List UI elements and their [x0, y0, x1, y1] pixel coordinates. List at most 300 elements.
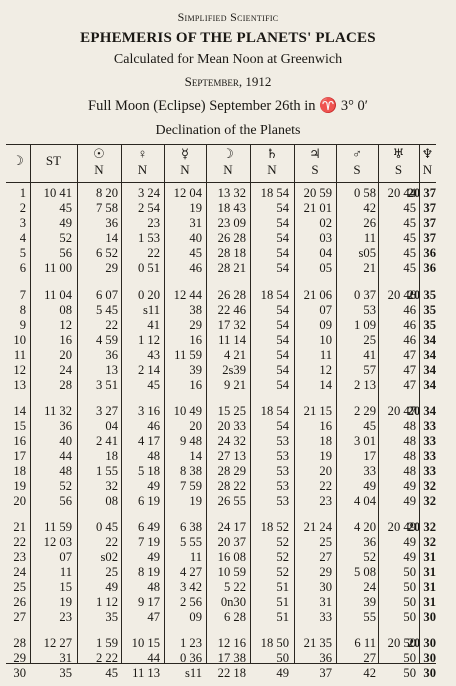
table-row	[6, 231, 436, 246]
value-cell: 41	[147, 318, 160, 332]
value-cell: 48	[403, 449, 416, 463]
column-header-symbol: ☽	[12, 153, 24, 168]
value-cell: 48	[147, 580, 160, 594]
column-header-symbol: ♄	[266, 146, 278, 161]
value-cell: 11	[363, 231, 376, 245]
value-cell: 52	[276, 535, 289, 549]
day-cell: 23	[13, 550, 26, 564]
value-cell: 47	[147, 610, 160, 624]
column-header-direction: S	[311, 162, 319, 177]
table-row	[6, 565, 436, 580]
value-cell: 20 32	[407, 520, 436, 534]
value-cell: 40	[189, 231, 202, 245]
table-row	[6, 404, 436, 419]
value-cell: 45	[363, 419, 376, 433]
day-cell: 9	[19, 318, 26, 332]
column-header-symbol: ST	[45, 153, 62, 168]
value-cell: 36	[319, 651, 332, 665]
value-cell: 17	[363, 449, 376, 463]
value-cell: 12 44	[173, 288, 202, 302]
value-cell: 12 03	[43, 535, 72, 549]
value-cell: 36	[59, 419, 72, 433]
value-cell: 30	[319, 580, 332, 594]
value-cell: 36	[423, 246, 436, 260]
value-cell: 50	[403, 666, 416, 680]
value-cell: 20 49	[387, 520, 416, 534]
value-cell: 56	[59, 494, 72, 508]
table-row	[6, 636, 436, 651]
value-cell: 20 37	[217, 535, 246, 549]
value-cell: 5 45	[95, 303, 118, 317]
value-cell: 54	[276, 216, 289, 230]
value-cell: 3 42	[179, 580, 202, 594]
value-cell: 35	[105, 610, 118, 624]
value-cell: 29	[189, 318, 202, 332]
day-cell: 5	[19, 246, 26, 260]
value-cell: 7 19	[137, 535, 160, 549]
value-cell: 20	[319, 464, 332, 478]
day-cell: 17	[13, 449, 26, 463]
value-cell: 24 32	[217, 434, 246, 448]
value-cell: 0n30	[220, 595, 246, 609]
value-cell: 18 43	[217, 201, 246, 215]
value-cell: 51	[276, 580, 289, 594]
value-cell: 19	[319, 449, 332, 463]
value-cell: 6 52	[95, 246, 118, 260]
day-cell: 29	[13, 651, 26, 665]
value-cell: 18 50	[260, 636, 289, 650]
day-cell: 1	[19, 186, 26, 200]
value-cell: 54	[276, 378, 289, 392]
value-cell: 1 23	[179, 636, 202, 650]
value-cell: 18 52	[260, 520, 289, 534]
value-cell: 24	[363, 580, 376, 594]
value-cell: 22 46	[217, 303, 246, 317]
publisher-title: Simplified Scientific	[177, 10, 279, 24]
day-cell: 19	[13, 479, 26, 493]
value-cell: 28 29	[217, 464, 246, 478]
value-cell: 50	[403, 595, 416, 609]
value-cell: 09	[319, 318, 332, 332]
value-cell: 1 09	[353, 318, 376, 332]
value-cell: 11 59	[44, 520, 72, 534]
value-cell: 26 28	[217, 231, 246, 245]
value-cell: 05	[319, 261, 332, 275]
value-cell: 45	[403, 216, 416, 230]
column-header-symbol: ♆	[421, 146, 434, 161]
day-cell: 16	[13, 434, 26, 448]
value-cell: 21 35	[303, 636, 332, 650]
value-cell: 54	[276, 303, 289, 317]
value-cell: 7 58	[95, 201, 118, 215]
table-row	[6, 449, 436, 464]
value-cell: 53	[363, 303, 376, 317]
day-cell: 13	[13, 378, 26, 392]
day-cell: 30	[13, 666, 26, 680]
value-cell: 4 27	[179, 565, 202, 579]
value-cell: 1 12	[137, 333, 160, 347]
column-header-direction: N	[180, 162, 190, 177]
value-cell: 6 07	[95, 288, 118, 302]
value-cell: 35	[423, 303, 436, 317]
value-cell: 44	[147, 651, 160, 665]
value-cell: 3 51	[95, 378, 118, 392]
value-cell: 20 47	[387, 404, 416, 418]
day-cell: 8	[19, 303, 26, 317]
value-cell: 49	[147, 550, 160, 564]
value-cell: 2s39	[222, 363, 246, 377]
table-row	[6, 288, 436, 303]
value-cell: 0 45	[95, 520, 118, 534]
table-row	[6, 520, 436, 535]
value-cell: 3 24	[137, 186, 160, 200]
value-cell: 46	[403, 333, 416, 347]
value-cell: 15	[59, 580, 72, 594]
value-cell: 33	[423, 419, 436, 433]
value-cell: 14	[105, 231, 118, 245]
value-cell: 6 28	[223, 610, 246, 624]
value-cell: 47	[403, 348, 416, 362]
value-cell: 28 22	[217, 479, 246, 493]
value-cell: 16	[189, 378, 202, 392]
value-cell: 35	[59, 666, 72, 680]
value-cell: s11	[142, 303, 160, 317]
value-cell: 10 15	[131, 636, 160, 650]
value-cell: 12 16	[217, 636, 246, 650]
value-cell: 11 14	[218, 333, 246, 347]
value-cell: 46	[403, 318, 416, 332]
value-cell: 37	[423, 216, 436, 230]
value-cell: 10 59	[217, 565, 246, 579]
day-cell: 4	[19, 231, 26, 245]
day-cell: 24	[13, 565, 26, 579]
value-cell: 54	[276, 348, 289, 362]
table-row	[6, 333, 436, 348]
value-cell: 1 55	[95, 464, 118, 478]
value-cell: 48	[403, 419, 416, 433]
value-cell: 51	[276, 610, 289, 624]
value-cell: 21 24	[303, 520, 332, 534]
value-cell: 22 18	[217, 666, 246, 680]
value-cell: 4 17	[137, 434, 160, 448]
table-row	[6, 535, 436, 550]
value-cell: 53	[276, 434, 289, 448]
value-cell: 31	[59, 651, 72, 665]
value-cell: 6 19	[137, 494, 160, 508]
column-header-direction: N	[267, 162, 277, 177]
value-cell: 48	[59, 464, 72, 478]
value-cell: 18	[319, 434, 332, 448]
value-cell: 33	[319, 610, 332, 624]
value-cell: 20	[189, 419, 202, 433]
value-cell: 49	[403, 550, 416, 564]
value-cell: 53	[276, 449, 289, 463]
value-cell: 49	[363, 479, 376, 493]
column-header-direction: S	[353, 162, 361, 177]
value-cell: 46	[147, 419, 160, 433]
value-cell: 20	[59, 348, 72, 362]
value-cell: 26 28	[217, 288, 246, 302]
value-cell: 22	[319, 479, 332, 493]
header-bottom-rule	[6, 182, 436, 183]
value-cell: 20 46	[387, 288, 416, 302]
value-cell: 34	[423, 348, 436, 362]
day-cell: 18	[13, 464, 26, 478]
column-header-symbol: ♀	[137, 146, 148, 161]
table-row	[6, 246, 436, 261]
column-header-direction: N	[422, 162, 433, 177]
value-cell: 12	[319, 363, 332, 377]
value-cell: 28	[59, 378, 72, 392]
value-cell: 36	[363, 535, 376, 549]
table-row	[6, 261, 436, 276]
table-row	[6, 216, 436, 231]
value-cell: 37	[423, 201, 436, 215]
value-cell: 23	[147, 216, 160, 230]
value-cell: 11	[59, 565, 72, 579]
value-cell: 42	[363, 666, 376, 680]
column-header-symbol: ☽	[222, 146, 234, 161]
value-cell: 2 22	[95, 651, 118, 665]
value-cell: 46	[403, 303, 416, 317]
value-cell: 54	[276, 201, 289, 215]
value-cell: 48	[403, 464, 416, 478]
value-cell: 26	[363, 216, 376, 230]
value-cell: 11	[319, 348, 332, 362]
value-cell: 04	[319, 246, 332, 260]
value-cell: 11 32	[44, 404, 72, 418]
table-row	[6, 464, 436, 479]
column-header-direction: N	[223, 162, 233, 177]
value-cell: 2 41	[95, 434, 118, 448]
table-row	[6, 610, 436, 625]
value-cell: 30	[423, 666, 436, 680]
value-cell: 54	[276, 333, 289, 347]
value-cell: 6 11	[354, 636, 376, 650]
value-cell: 07	[59, 550, 72, 564]
day-cell: 2	[19, 201, 26, 215]
value-cell: 25	[105, 565, 118, 579]
value-cell: 11	[189, 550, 202, 564]
value-cell: 43	[147, 348, 160, 362]
day-cell: 14	[13, 404, 26, 418]
value-cell: 32	[423, 535, 436, 549]
column-header-symbol: ♃	[309, 146, 321, 161]
value-cell: 3 16	[137, 404, 160, 418]
value-cell: 32	[105, 479, 118, 493]
value-cell: 54	[276, 246, 289, 260]
value-cell: 52	[276, 550, 289, 564]
table-row	[6, 434, 436, 449]
value-cell: 21 06	[303, 288, 332, 302]
column-header-direction: N	[94, 162, 104, 177]
value-cell: 45	[403, 261, 416, 275]
value-cell: 27	[363, 651, 376, 665]
value-cell: 54	[276, 261, 289, 275]
value-cell: 9 48	[179, 434, 202, 448]
table-title: Declination of the Planets	[155, 123, 301, 138]
value-cell: 31	[423, 565, 436, 579]
value-cell: 52	[59, 479, 72, 493]
value-cell: 3 01	[353, 434, 376, 448]
value-cell: 37	[423, 231, 436, 245]
value-cell: 18 54	[260, 288, 289, 302]
value-cell: 0 20	[137, 288, 160, 302]
value-cell: s11	[184, 666, 202, 680]
value-cell: 52	[59, 231, 72, 245]
value-cell: 55	[363, 610, 376, 624]
value-cell: 44	[59, 449, 72, 463]
value-cell: 4 59	[95, 333, 118, 347]
value-cell: 10 49	[173, 404, 202, 418]
column-header-direction: S	[394, 162, 403, 177]
value-cell: 50	[403, 565, 416, 579]
value-cell: 45	[189, 246, 202, 260]
column-header-direction: N	[137, 162, 148, 177]
value-cell: 5 18	[137, 464, 160, 478]
value-cell: 09	[189, 610, 202, 624]
value-cell: 16	[319, 419, 332, 433]
value-cell: 34	[423, 378, 436, 392]
value-cell: 19	[189, 201, 202, 215]
value-cell: 48	[403, 434, 416, 448]
value-cell: 14	[319, 378, 332, 392]
month-year: September, 1912	[184, 74, 272, 89]
value-cell: 21 01	[303, 201, 332, 215]
value-cell: 12 04	[173, 186, 202, 200]
value-cell: 38	[189, 303, 202, 317]
value-cell: 39	[189, 363, 202, 377]
value-cell: 30	[423, 651, 436, 665]
value-cell: 20 50	[387, 636, 416, 650]
value-cell: 20 59	[303, 186, 332, 200]
value-cell: 04	[105, 419, 118, 433]
value-cell: 7 59	[179, 479, 202, 493]
value-cell: 49	[59, 216, 72, 230]
table-row	[6, 550, 436, 565]
column-header-symbol: ☉	[93, 146, 105, 161]
value-cell: 39	[363, 595, 376, 609]
value-cell: 31	[423, 550, 436, 564]
value-cell: 26 55	[217, 494, 246, 508]
value-cell: 10 41	[43, 186, 72, 200]
value-cell: 2 56	[179, 595, 202, 609]
value-cell: 49	[276, 666, 289, 680]
day-cell: 27	[13, 610, 26, 624]
value-cell: 45	[147, 378, 160, 392]
full-moon-note: Full Moon (Eclipse) September 26th in ♈ 3° 0′	[88, 98, 368, 114]
value-cell: 3 27	[95, 404, 118, 418]
value-cell: 41	[363, 348, 376, 362]
value-cell: s05	[358, 246, 376, 260]
table-row	[6, 595, 436, 610]
column-header-symbol: ♂	[352, 146, 362, 161]
table-row	[6, 479, 436, 494]
value-cell: 31	[423, 580, 436, 594]
value-cell: 20 30	[407, 636, 436, 650]
value-cell: 50	[276, 651, 289, 665]
value-cell: 54	[276, 231, 289, 245]
value-cell: 19	[59, 595, 72, 609]
value-cell: 9 17	[137, 595, 160, 609]
value-cell: 0 51	[137, 261, 160, 275]
table-row	[6, 363, 436, 378]
value-cell: 18	[105, 449, 118, 463]
value-cell: 36	[423, 261, 436, 275]
value-cell: 22	[105, 318, 118, 332]
value-cell: 25	[363, 333, 376, 347]
value-cell: 54	[276, 419, 289, 433]
value-cell: 16	[189, 333, 202, 347]
value-cell: 13	[105, 363, 118, 377]
value-cell: 21 15	[303, 404, 332, 418]
value-cell: 46	[189, 261, 202, 275]
value-cell: 33	[423, 464, 436, 478]
value-cell: 14	[189, 449, 202, 463]
value-cell: 52	[276, 565, 289, 579]
value-cell: 20 35	[407, 288, 436, 302]
value-cell: 11 13	[132, 666, 160, 680]
table-row	[6, 419, 436, 434]
value-cell: 8 20	[95, 186, 118, 200]
value-cell: 37	[319, 666, 332, 680]
value-cell: 4 04	[353, 494, 376, 508]
day-cell: 11	[13, 348, 26, 362]
value-cell: 23	[59, 610, 72, 624]
value-cell: 53	[276, 479, 289, 493]
value-cell: 34	[423, 333, 436, 347]
value-cell: 32	[423, 479, 436, 493]
value-cell: 32	[423, 494, 436, 508]
value-cell: 36	[105, 216, 118, 230]
value-cell: 45	[403, 246, 416, 260]
table-row	[6, 666, 436, 681]
value-cell: 6 49	[137, 520, 160, 534]
value-cell: 20 33	[217, 419, 246, 433]
value-cell: 31	[319, 595, 332, 609]
value-cell: 20 37	[407, 186, 436, 200]
value-cell: 53	[276, 494, 289, 508]
value-cell: 29	[105, 261, 118, 275]
value-cell: 34	[423, 363, 436, 377]
table-row	[6, 580, 436, 595]
day-cell: 28	[13, 636, 26, 650]
day-cell: 22	[13, 535, 26, 549]
value-cell: 4 20	[353, 520, 376, 534]
value-cell: 4 21	[223, 348, 246, 362]
value-cell: 49	[403, 494, 416, 508]
value-cell: 28 18	[217, 246, 246, 260]
table-row	[6, 303, 436, 318]
day-cell: 15	[13, 419, 26, 433]
value-cell: 1 59	[95, 636, 118, 650]
value-cell: 50	[403, 651, 416, 665]
value-cell: 5 22	[223, 580, 246, 594]
value-cell: 54	[276, 318, 289, 332]
value-cell: 17 38	[217, 651, 246, 665]
value-cell: 22	[105, 535, 118, 549]
day-cell: 7	[19, 288, 26, 302]
value-cell: 13 32	[217, 186, 246, 200]
value-cell: 1 12	[95, 595, 118, 609]
value-cell: 17 32	[217, 318, 246, 332]
value-cell: 28 21	[217, 261, 246, 275]
value-cell: 11 59	[174, 348, 202, 362]
value-cell: s02	[100, 550, 118, 564]
value-cell: 47	[403, 378, 416, 392]
value-cell: 15 25	[217, 404, 246, 418]
column-header-symbol: ☿	[181, 146, 189, 161]
